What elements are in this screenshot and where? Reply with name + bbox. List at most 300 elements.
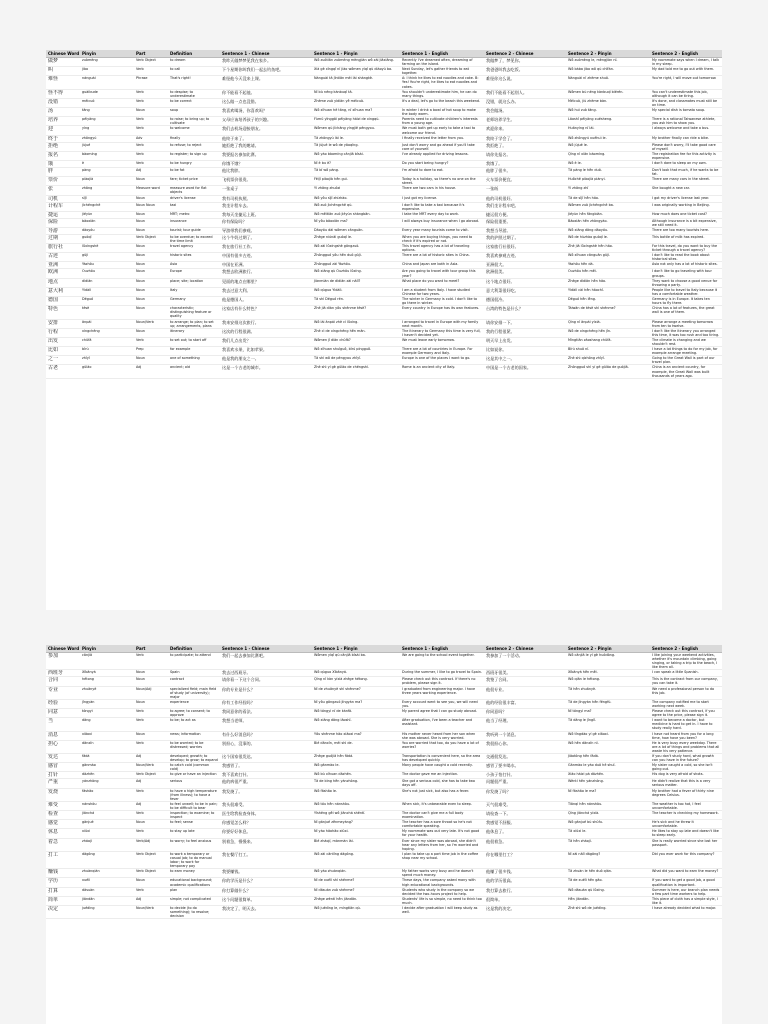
column-header-sentence1-pinyin: Sentence 1 - Pinyin bbox=[312, 50, 400, 58]
cell-sentence2-chinese: 意大利菜很好吃。 bbox=[484, 287, 566, 296]
table-row bbox=[46, 135, 722, 142]
cell-chinese-word: 迎 bbox=[46, 126, 80, 135]
cell-pinyin: juédìng bbox=[80, 905, 134, 918]
table-row bbox=[46, 753, 722, 762]
table-row bbox=[46, 801, 722, 810]
cell-chinese-word: 决定 bbox=[46, 905, 80, 918]
cell-pinyin: méicuò bbox=[80, 98, 134, 107]
cell-sentence2-chinese: 我听到一个消息。 bbox=[484, 731, 566, 740]
cell-sentence1-chinese: 见面的地点在哪里？ bbox=[220, 278, 312, 287]
cell-sentence2-chinese: 火车票价便宜。 bbox=[484, 177, 566, 186]
cell-chinese-word: 学历 bbox=[46, 878, 80, 887]
cell-part: Verb bbox=[134, 740, 168, 753]
cell-sentence2-chinese: 捷运很方便。 bbox=[484, 211, 566, 218]
cell-sentence2-chinese: 你在哪里打工？ bbox=[484, 851, 566, 868]
cell-pinyin: dǎsuàn bbox=[80, 887, 134, 896]
cell-sentence1-chinese: 这么做一点也没错。 bbox=[220, 98, 312, 107]
cell-sentence1-chinese: 有什么好消息吗？ bbox=[220, 731, 312, 740]
cell-sentence2-pinyin: Nánguài nǐ zhème shuō. bbox=[566, 76, 650, 89]
cell-definition: itinerary bbox=[168, 328, 220, 337]
cell-definition: one of something bbox=[168, 356, 220, 365]
cell-sentence1-pinyin: Zhège wèntí hěn jiǎndān. bbox=[312, 896, 400, 905]
cell-sentence2-pinyin: Wǒ xǐhuan cānguān gǔjì. bbox=[566, 253, 650, 262]
table-row bbox=[46, 820, 722, 829]
cell-sentence1-chinese: 我在餐厅打工。 bbox=[220, 851, 312, 868]
cell-definition: plan bbox=[168, 887, 220, 896]
cell-part: Verb bbox=[134, 151, 168, 160]
column-header-sentence1-chinese: Sentence 1 - Chinese bbox=[220, 50, 312, 58]
cell-chinese-word: 发达 bbox=[46, 753, 80, 762]
cell-sentence1-chinese: 你要好好休息。 bbox=[220, 829, 312, 838]
cell-pinyin: jiǎnchá bbox=[80, 811, 134, 820]
cell-sentence1-pinyin: Wǒ xiǎng qù Ōuzhōu lǚxíng. bbox=[312, 269, 400, 278]
cell-sentence2-english: Asia not only has a lot of historic sites. bbox=[650, 262, 722, 269]
table-row bbox=[46, 234, 722, 243]
table-row bbox=[46, 244, 722, 253]
cell-sentence2-english: For this travel, do you want to buy the ticket through a travel agency? bbox=[650, 244, 722, 253]
cell-sentence2-chinese: 这个地点很好。 bbox=[484, 278, 566, 287]
cell-part: Verb bbox=[134, 829, 168, 838]
cell-chinese-word: 消息 bbox=[46, 731, 80, 740]
cell-sentence1-chinese: 别着急，慢慢来。 bbox=[220, 838, 312, 851]
cell-definition: to catch cold (common cold) bbox=[168, 763, 220, 772]
cell-part: Noun/Verb bbox=[134, 319, 168, 328]
cell-sentence1-pinyin: Zhōngguó zài Yàzhōu. bbox=[312, 262, 400, 269]
cell-sentence2-chinese: 请检查一下。 bbox=[484, 811, 566, 820]
table-row bbox=[46, 58, 722, 67]
cell-sentence1-english: Every account went to see you, we will need you. bbox=[400, 699, 484, 708]
cell-part: Noun bbox=[134, 820, 168, 829]
cell-sentence2-pinyin: Tā de jīngyàn hěn fēngfù. bbox=[566, 699, 650, 708]
cell-definition: to have a high temperature (from illness); to have a fever bbox=[168, 788, 220, 801]
cell-sentence1-english: I arranged to travel in Europe with my family next month. bbox=[400, 319, 484, 328]
column-header-sentence2-pinyin: Sentence 2 - Pinyin bbox=[566, 645, 650, 653]
cell-sentence1-pinyin: Qǐng nǐ kàn yíxià zhège hétong. bbox=[312, 677, 400, 686]
cell-sentence2-pinyin: Nǐ fāshāo le ma? bbox=[566, 788, 650, 801]
cell-sentence1-chinese: 下个星期你叫我们一起去钓鱼吧。 bbox=[220, 67, 312, 76]
cell-chinese-word: 参加 bbox=[46, 653, 80, 670]
cell-chinese-word: 之一 bbox=[46, 356, 80, 365]
cell-part: Verb Object bbox=[134, 869, 168, 878]
cell-chinese-word: 打针 bbox=[46, 772, 80, 779]
table-row bbox=[46, 151, 722, 160]
cell-part: Verb/Adj bbox=[134, 838, 168, 851]
cell-chinese-word: 怪不得 bbox=[46, 89, 80, 98]
cell-chinese-word: 比如 bbox=[46, 347, 80, 356]
cell-sentence1-english: I've already applied for driving lessons. bbox=[400, 151, 484, 160]
cell-sentence1-english: The itinerary to Germany this time is very full, I haven't decided yet. bbox=[400, 328, 484, 337]
cell-pinyin: gǔjì bbox=[80, 253, 134, 262]
cell-part: Verb bbox=[134, 788, 168, 801]
cell-chinese-word: 合同 bbox=[46, 677, 80, 686]
cell-sentence1-chinese: 这个国家很发达。 bbox=[220, 753, 312, 762]
cell-sentence2-english: Please don't worry, I'll take good care of myself. bbox=[650, 142, 722, 151]
cell-sentence2-english: My sister caught a cold, so she isn't going out. bbox=[650, 763, 722, 772]
table-row bbox=[46, 763, 722, 772]
cell-sentence1-pinyin: Xià gè xīngqī nǐ jiào wǒmen yìqǐ qù diàoyú ba. bbox=[312, 67, 400, 76]
cell-sentence1-pinyin: Wǒ gǎnmào le. bbox=[312, 763, 400, 772]
cell-sentence2-english: The registration fee for this activity is expensive. bbox=[650, 151, 722, 160]
table-row bbox=[46, 686, 722, 699]
cell-sentence1-english: There are a lot of countries in Europe. For example Germany and Italy. bbox=[400, 347, 484, 356]
cell-sentence2-chinese: 我的护照过期了。 bbox=[484, 234, 566, 243]
cell-sentence2-pinyin: Tiānqì hěn nánshòu. bbox=[566, 801, 650, 810]
cell-definition: to despise; to underestimate bbox=[168, 89, 220, 98]
cell-pinyin: zhuānyè bbox=[80, 686, 134, 699]
cell-sentence2-chinese: 亚洲很大。 bbox=[484, 262, 566, 269]
cell-definition: characteristic; distinguishing feature or quality bbox=[168, 306, 220, 319]
cell-sentence1-pinyin: Wǒ zuò jìchéngchē qù. bbox=[312, 202, 400, 211]
cell-sentence1-pinyin: Fēijī piàojià hěn guì. bbox=[312, 177, 400, 186]
cell-chinese-word: 安排 bbox=[46, 319, 80, 328]
cell-sentence1-pinyin: Nǐ yǒu bǎoxiǎn ma? bbox=[312, 218, 400, 227]
cell-definition: developed; growth; to develop; to grow; to expand bbox=[168, 753, 220, 762]
cell-sentence2-chinese: 你同意吗？ bbox=[484, 709, 566, 718]
cell-sentence1-english: Just don't worry and go ahead if you'll take care of yourself. bbox=[400, 142, 484, 151]
cell-chinese-word: 专业 bbox=[46, 686, 80, 699]
cell-pinyin: nánguài bbox=[80, 76, 134, 89]
cell-sentence1-english: My roommate was out very late. It's not good for your health. bbox=[400, 829, 484, 838]
cell-sentence2-pinyin: Wǒ huì zuò tāng. bbox=[566, 108, 650, 117]
cell-part: Verb bbox=[134, 98, 168, 107]
cell-sentence2-chinese: 他赚了很多钱。 bbox=[484, 869, 566, 878]
cell-sentence2-english: They want to choose a good venue for throwing a party. bbox=[650, 278, 722, 287]
cell-sentence2-pinyin: Tā de sījī hěn hǎo. bbox=[566, 195, 650, 202]
cell-pinyin: zhāng bbox=[80, 186, 134, 195]
cell-sentence2-chinese: 请你安排一下。 bbox=[484, 319, 566, 328]
cell-sentence2-chinese: 比如说你。 bbox=[484, 347, 566, 356]
cell-sentence2-chinese: 明天早上出发。 bbox=[484, 337, 566, 346]
cell-chinese-word: 赚钱 bbox=[46, 869, 80, 878]
cell-sentence1-pinyin: Tā shì Déguó rén. bbox=[312, 297, 400, 306]
cell-part: Verb Object bbox=[134, 58, 168, 67]
cell-sentence1-chinese: 我在旅行社工作。 bbox=[220, 244, 312, 253]
cell-sentence2-chinese: 我的行程很紧。 bbox=[484, 328, 566, 337]
cell-sentence1-english: Students' life is so simple, no need to think too much. bbox=[400, 896, 484, 905]
cell-definition: to set out; to start off bbox=[168, 337, 220, 346]
cell-part: Verb bbox=[134, 142, 168, 151]
cell-definition: to feel unwell; to be in pain; to be difficult to bear bbox=[168, 801, 220, 810]
cell-definition: Germany bbox=[168, 297, 220, 306]
cell-sentence1-pinyin: Zhè jiā diàn yǒu shénme tèsè? bbox=[312, 306, 400, 319]
cell-pinyin: piàojià bbox=[80, 177, 134, 186]
cell-sentence2-pinyin: Yàzhōu hěn dà. bbox=[566, 262, 650, 269]
cell-sentence1-english: Europe is one of the places I want to go. bbox=[400, 356, 484, 365]
cell-pinyin: sījī bbox=[80, 195, 134, 202]
cell-part: Verb bbox=[134, 117, 168, 126]
cell-sentence2-pinyin: Wǒ zhōngyú xuéhuì le. bbox=[566, 135, 650, 142]
cell-pinyin: jiéyùn bbox=[80, 211, 134, 218]
cell-pinyin: bǎoxiǎn bbox=[80, 218, 134, 227]
column-header-definition: Definition bbox=[168, 50, 220, 58]
cell-definition: for example bbox=[168, 347, 220, 356]
cell-sentence1-english: I am a student from Italy. I have studied Chinese for two years. bbox=[400, 287, 484, 296]
table-row bbox=[46, 905, 722, 918]
cell-pinyin: zhīyī bbox=[80, 356, 134, 365]
cell-definition: to be correct bbox=[168, 98, 220, 107]
cell-pinyin: è bbox=[80, 160, 134, 167]
table-row bbox=[46, 269, 722, 278]
cell-pinyin: dìdiǎn bbox=[80, 278, 134, 287]
table-row bbox=[46, 740, 722, 753]
cell-chinese-word: 当 bbox=[46, 718, 80, 731]
cell-chinese-word: 西班牙 bbox=[46, 670, 80, 677]
table-row bbox=[46, 117, 722, 126]
cell-definition: to earn money bbox=[168, 869, 220, 878]
cell-sentence1-pinyin: Zhè shì yí gè gǔlǎo de chéngshì. bbox=[312, 365, 400, 378]
cell-definition: to be; to act as bbox=[168, 718, 220, 731]
column-header-sentence1-english: Sentence 1 - English bbox=[400, 645, 484, 653]
cell-definition: insurance bbox=[168, 218, 220, 227]
cell-sentence2-english: I have a lot things to do for my job, for example arrange meeting. bbox=[650, 347, 722, 356]
cell-sentence2-english: This bottle of milk has expired. bbox=[650, 234, 722, 243]
cell-sentence2-english: She is really worried since she lost her passport. bbox=[650, 838, 722, 851]
cell-sentence2-chinese: 我喜欢参观古迹。 bbox=[484, 253, 566, 262]
cell-part: Noun bbox=[134, 227, 168, 234]
cell-sentence1-pinyin: Nǐ gǎnjué zěnmeyàng? bbox=[312, 820, 400, 829]
cell-sentence1-english: During the summer, I like to go travel to Spain. bbox=[400, 670, 484, 677]
cell-sentence1-chinese: 这次的行程很满。 bbox=[220, 328, 312, 337]
cell-pinyin: xiāoxi bbox=[80, 731, 134, 740]
table-row bbox=[46, 211, 722, 218]
cell-sentence1-english: You shouldn't underestimate him, he can do many things. bbox=[400, 89, 484, 98]
table-row bbox=[46, 287, 722, 296]
cell-definition: to be hungry bbox=[168, 160, 220, 167]
table-row bbox=[46, 262, 722, 269]
cell-sentence2-pinyin: Wǒmen bù néng kànbuqǐ biérén. bbox=[566, 89, 650, 98]
cell-part: Noun bbox=[134, 297, 168, 306]
cell-sentence2-english: He didn't realize that this is a very serious matter. bbox=[650, 779, 722, 788]
cell-sentence1-pinyin: Wǒ qùguo Yìdàlì. bbox=[312, 287, 400, 296]
column-header-sentence1-english: Sentence 1 - English bbox=[400, 50, 484, 58]
cell-sentence2-pinyin: Zhè shì qízhōng zhīyī. bbox=[566, 356, 650, 365]
cell-sentence2-pinyin: Wǒmen zuò jìchéngchē ba. bbox=[566, 202, 650, 211]
column-header-part: Part bbox=[134, 645, 168, 653]
cell-sentence1-pinyin: Nǐ de zhuānyè shì shénme? bbox=[312, 686, 400, 699]
cell-pinyin: tèsè bbox=[80, 306, 134, 319]
cell-sentence2-english: People like to travel to Italy because it has a comfortable weather. bbox=[650, 287, 722, 296]
cell-definition: to be fat bbox=[168, 167, 220, 176]
cell-sentence2-chinese: 感冒了要多喝水。 bbox=[484, 763, 566, 772]
cell-sentence1-english: The winter in Germany is cold. I don't like to go there in winter. bbox=[400, 297, 484, 306]
cell-sentence2-chinese: 我们坐计程车吧。 bbox=[484, 202, 566, 211]
cell-sentence1-chinese: 他终于来了。 bbox=[220, 135, 312, 142]
cell-part: Verb bbox=[134, 811, 168, 820]
cell-definition: driver's license bbox=[168, 195, 220, 202]
cell-chinese-word: 培养 bbox=[46, 117, 80, 126]
cell-sentence1-chinese: 他比我胖。 bbox=[220, 167, 312, 176]
cell-sentence1-pinyin: Nǐ yào hǎohāo xiūxi. bbox=[312, 829, 400, 838]
table-row bbox=[46, 731, 722, 740]
cell-chinese-word: 欧洲 bbox=[46, 269, 80, 278]
cell-sentence1-pinyin: Wǒ tóngyì nǐ de kànfǎ. bbox=[312, 709, 400, 718]
cell-definition: Italy bbox=[168, 287, 220, 296]
cell-definition: to decide (to do something); to resolve; decision bbox=[168, 905, 220, 918]
cell-chinese-word: 古迹 bbox=[46, 253, 80, 262]
cell-sentence2-english: The climate is changing and we shouldn't rest. bbox=[650, 337, 722, 346]
column-header-sentence2-chinese: Sentence 2 - Chinese bbox=[484, 50, 566, 58]
cell-chinese-word: 检查 bbox=[46, 811, 80, 820]
cell-part: Noun Noun bbox=[134, 202, 168, 211]
cell-sentence2-english: You're right, I will move out tomorrow. bbox=[650, 76, 722, 89]
cell-chinese-word: 汤 bbox=[46, 108, 80, 117]
cell-chinese-word: 票价 bbox=[46, 177, 80, 186]
cell-part: Noun/Verb bbox=[134, 905, 168, 918]
cell-sentence2-english: Although insurance is a bit expensive, we still need it. bbox=[650, 218, 722, 227]
cell-pinyin: dānxīn bbox=[80, 740, 134, 753]
column-header-pinyin: Pinyin bbox=[80, 50, 134, 58]
cell-pinyin: dāng bbox=[80, 718, 134, 731]
cell-chinese-word: 拒绝 bbox=[46, 142, 80, 151]
cell-part: Phrase bbox=[134, 76, 168, 89]
cell-sentence2-pinyin: Tā dāng le jīnglǐ. bbox=[566, 718, 650, 731]
cell-chinese-word: 古老 bbox=[46, 365, 80, 378]
table-row bbox=[46, 653, 722, 670]
cell-sentence1-pinyin: Zhōngguó yǒu hěn duō gǔjì. bbox=[312, 253, 400, 262]
cell-chinese-word: 张 bbox=[46, 186, 80, 195]
cell-sentence2-chinese: 他的学历很高。 bbox=[484, 878, 566, 887]
cell-chinese-word: 亚洲 bbox=[46, 262, 80, 269]
cell-sentence2-pinyin: Wǒ qiān le hétong. bbox=[566, 677, 650, 686]
cell-definition: to register; to sign up bbox=[168, 151, 220, 160]
cell-sentence2-pinyin: Wǒ tīngdào yí gè xiāoxi. bbox=[566, 731, 650, 740]
cell-sentence2-english: China is an ancient country, for example, the Great Wall was built thousands of years ago. bbox=[650, 365, 722, 378]
cell-sentence2-english: The company notified me to start working next week. bbox=[650, 699, 722, 708]
cell-sentence1-english: There are two cars in his house. bbox=[400, 186, 484, 195]
cell-sentence2-pinyin: Yì zhāng zhǐ bbox=[566, 186, 650, 195]
cell-sentence1-english: You are worried that too, do you have a lot of worries? bbox=[400, 740, 484, 753]
cell-sentence1-chinese: 别担心，没事的。 bbox=[220, 740, 312, 753]
cell-chinese-word: 过期 bbox=[46, 234, 80, 243]
cell-sentence1-english: I finally received the letter from you. bbox=[400, 135, 484, 142]
cell-definition: MRT; metro bbox=[168, 211, 220, 218]
cell-pinyin: fāshāo bbox=[80, 788, 134, 801]
cell-chinese-word: 感冒 bbox=[46, 763, 80, 772]
cell-sentence1-english: These days, the company asked many with high educational backgrounds. bbox=[400, 878, 484, 887]
cell-part: Adj bbox=[134, 753, 168, 762]
cell-sentence2-chinese: 我想当导游。 bbox=[484, 227, 566, 234]
cell-sentence1-pinyin: Yǒu shénme hǎo xiāoxi ma? bbox=[312, 731, 400, 740]
cell-sentence2-chinese: 我终于学会了。 bbox=[484, 135, 566, 142]
cell-sentence2-english: Summer is here, our branch plan needs a few part time workers to help. bbox=[650, 887, 722, 896]
cell-sentence1-chinese: 他的病很严重。 bbox=[220, 779, 312, 788]
cell-definition: Europe bbox=[168, 269, 220, 278]
cell-part: Noun bbox=[134, 670, 168, 677]
cell-chinese-word: 发烧 bbox=[46, 788, 80, 801]
cell-pinyin: fādá bbox=[80, 753, 134, 762]
cell-sentence1-english: My parent agree that I can go study abroad. bbox=[400, 709, 484, 718]
cell-sentence1-chinese: 难怪他今天没来上课。 bbox=[220, 76, 312, 89]
cell-sentence1-chinese: 我们几点出发？ bbox=[220, 337, 312, 346]
cell-sentence1-chinese: 我去过西班牙。 bbox=[220, 670, 312, 677]
cell-part: Noun bbox=[134, 278, 168, 287]
cell-sentence1-chinese: 我来安排这次旅行。 bbox=[220, 319, 312, 328]
cell-definition: finally bbox=[168, 135, 220, 142]
cell-sentence1-chinese: 我去过意大利。 bbox=[220, 287, 312, 296]
cell-sentence1-pinyin: Wǒ juédìng le, míngtiān qù. bbox=[312, 905, 400, 918]
cell-chinese-word: 难怪 bbox=[46, 76, 80, 89]
cell-sentence1-english: In winter I drink a bowl of hot soup to make the body warm. bbox=[400, 108, 484, 117]
cell-pinyin: bǐrú bbox=[80, 347, 134, 356]
cell-definition: Asia bbox=[168, 262, 220, 269]
cell-definition: serious bbox=[168, 779, 220, 788]
cell-sentence2-english: I got my driver's license last year. bbox=[650, 195, 722, 202]
cell-sentence2-pinyin: Tā pàng le hěn duō. bbox=[566, 167, 650, 176]
cell-sentence1-chinese: 这个问题很简单。 bbox=[220, 896, 312, 905]
cell-pinyin: hétong bbox=[80, 677, 134, 686]
vocabulary-table-2 bbox=[46, 645, 722, 919]
cell-sentence2-english: Please arrange a meeting tomorrow from ten to twelve. bbox=[650, 319, 722, 328]
cell-part: Verb bbox=[134, 709, 168, 718]
cell-sentence1-pinyin: Wǒ qùguo Xībānyá. bbox=[312, 670, 400, 677]
cell-sentence2-pinyin: Wǒ gǎnjué bù shūfu. bbox=[566, 820, 650, 829]
cell-pinyin: dǎzhēn bbox=[80, 772, 134, 779]
cell-sentence2-pinyin: Zhège dìdiǎn hěn hǎo. bbox=[566, 278, 650, 287]
cell-sentence2-pinyin: Qǐng jiǎnchá yíxià. bbox=[566, 811, 650, 820]
table-row bbox=[46, 142, 722, 151]
cell-sentence2-chinese: 我很担心你。 bbox=[484, 740, 566, 753]
table-row bbox=[46, 772, 722, 779]
cell-sentence1-pinyin: Wǒ yào bàomíng cānjiā bǐsài. bbox=[312, 151, 400, 160]
table-row bbox=[46, 699, 722, 708]
cell-sentence2-pinyin: Huǒchē piàojià piányi. bbox=[566, 177, 650, 186]
cell-sentence1-english: Every year many tourists come to visit. bbox=[400, 227, 484, 234]
cell-part: Noun bbox=[134, 677, 168, 686]
cell-sentence1-english: There are a lot of historic sites in China. bbox=[400, 253, 484, 262]
cell-sentence2-english: What did you want to earn the money? bbox=[650, 869, 722, 878]
cell-sentence1-pinyin: Wǒ tóu hěn nánshòu. bbox=[312, 801, 400, 810]
cell-sentence2-pinyin: Zhè shì wǒ de juédìng. bbox=[566, 905, 650, 918]
cell-sentence1-english: This travel agency has a lot of traveling options. bbox=[400, 244, 484, 253]
cell-sentence1-pinyin: Yīshēng gěi wǒ jiǎnchá shēntǐ. bbox=[312, 811, 400, 820]
cell-sentence1-english: After graduation, I've been a teacher and assistant. bbox=[400, 718, 484, 731]
cell-chinese-word: 终于 bbox=[46, 135, 80, 142]
cell-sentence1-pinyin: Zhème zuò yìdiǎn yě méicuò. bbox=[312, 98, 400, 107]
cell-sentence1-pinyin: Wǒ xiǎng dāng lǎoshī. bbox=[312, 718, 400, 731]
cell-sentence1-english: I will always buy insurance when I go abroad. bbox=[400, 218, 484, 227]
cell-pinyin: cānjiā bbox=[80, 653, 134, 670]
cell-chinese-word: 保险 bbox=[46, 218, 80, 227]
cell-pinyin: zuòmèng bbox=[80, 58, 134, 67]
cell-sentence2-pinyin: Wǒ de xíngchéng hěn jǐn. bbox=[566, 328, 650, 337]
cell-sentence1-pinyin: Nǐ yǒu gōngzuò jīngyàn ma? bbox=[312, 699, 400, 708]
cell-chinese-word: 叫 bbox=[46, 67, 80, 76]
cell-definition: ancient; old bbox=[168, 365, 220, 378]
cell-sentence2-chinese: 他休息了。 bbox=[484, 829, 566, 838]
cell-part: Verb bbox=[134, 887, 168, 896]
cell-sentence1-english: I take the MRT every day to work. bbox=[400, 211, 484, 218]
table-row bbox=[46, 838, 722, 851]
cell-sentence2-chinese: 请你先报名。 bbox=[484, 151, 566, 160]
cell-pinyin: gǔlǎo bbox=[80, 365, 134, 378]
cell-definition: That's right! bbox=[168, 76, 220, 89]
cell-sentence2-english: The teacher is checking my homework. bbox=[650, 811, 722, 820]
cell-sentence1-pinyin: Nǐ de xuélì shì shénme? bbox=[312, 878, 400, 887]
table-row bbox=[46, 328, 722, 337]
cell-sentence2-english: My dad told me to go out with them. bbox=[650, 67, 722, 76]
cell-part: Verb Object bbox=[134, 234, 168, 243]
cell-pinyin: jiǎndān bbox=[80, 896, 134, 905]
cell-sentence1-english: I'm afraid to dare to eat. bbox=[400, 167, 484, 176]
cell-sentence2-pinyin: Jiāotōng hěn fādá. bbox=[566, 753, 650, 762]
table-row bbox=[46, 167, 722, 176]
cell-sentence1-english: Ever since my sister was abroad, she didn't hear any letters from her, so I'm worried and hoping. bbox=[400, 838, 484, 851]
cell-sentence2-english: If you don't study hard, what growth can you have in the future? bbox=[650, 753, 722, 762]
table-row bbox=[46, 887, 722, 896]
cell-sentence1-chinese: 他是我的朋友之一。 bbox=[220, 356, 312, 365]
cell-sentence2-english: The weather is too hot, I feel uncomfortable. bbox=[650, 801, 722, 810]
cell-sentence2-english: Germany is in Europe. It takes ten hours to fly there. bbox=[650, 297, 722, 306]
